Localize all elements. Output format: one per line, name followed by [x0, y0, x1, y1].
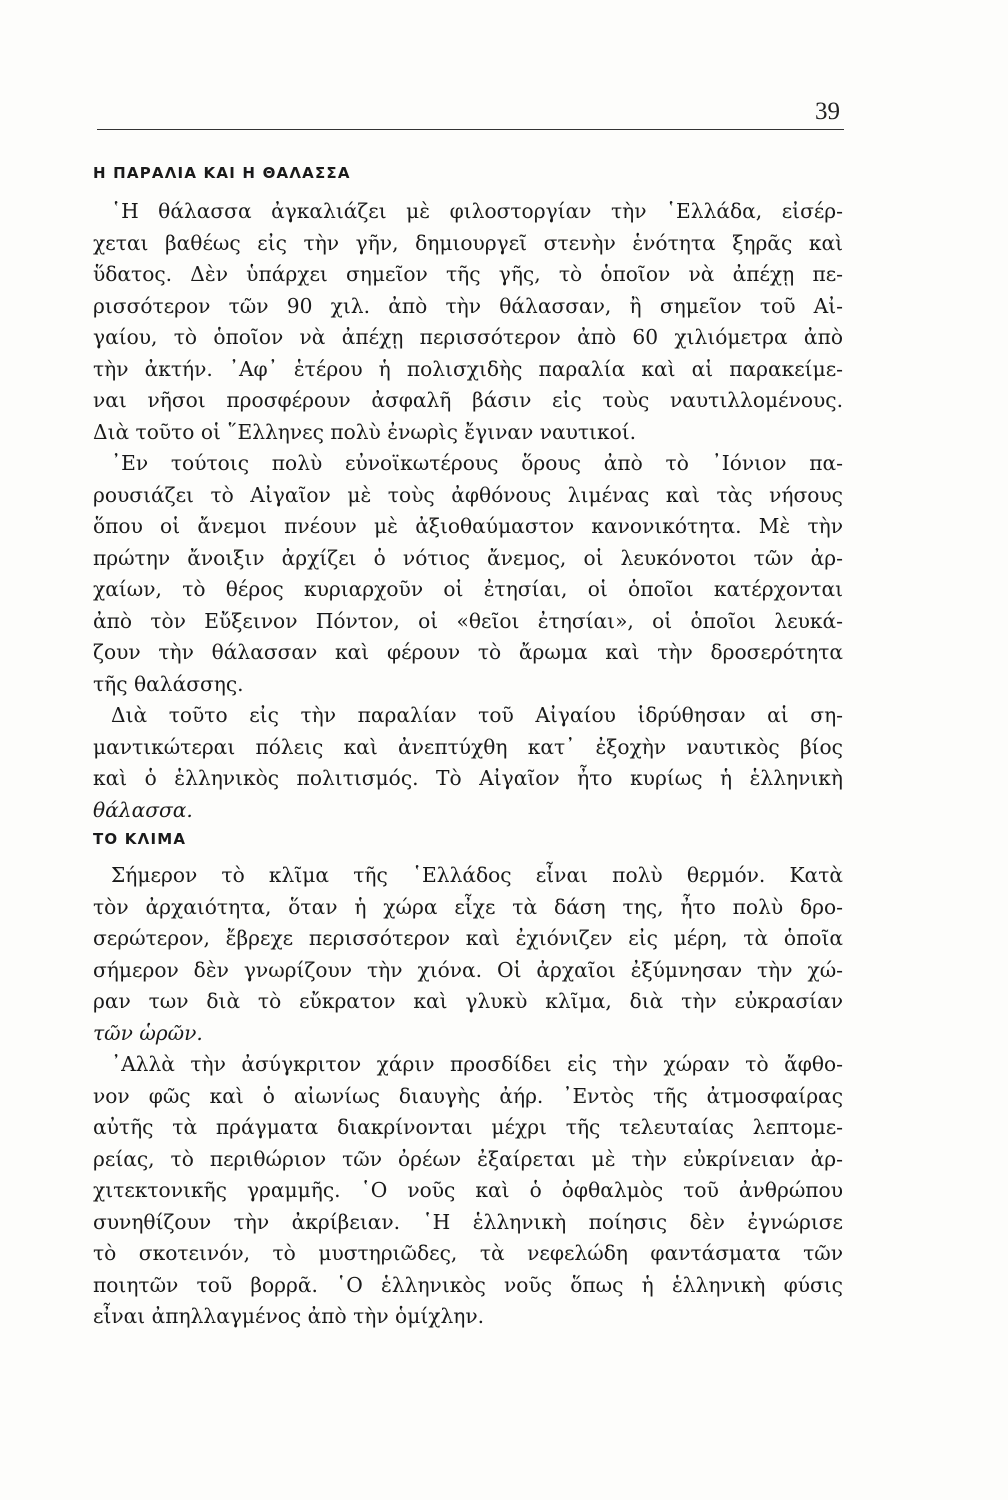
text-line: χαίων, τὸ θέρος κυριαρχοῦν οἱ ἐτησίαι, οἱ ὁποῖοι κατέρχονται: [93, 577, 843, 601]
text-line: τὸν ἀρχαιότητα, ὅταν ἡ χώρα εἶχε τὰ δάση της, ἦτο πολὺ δρο-: [93, 894, 843, 919]
text-line: χιτεκτονικῆς γραμμῆς. ῾Ο νοῦς καὶ ὁ ὀφθαλμὸς τοῦ ἀνθρώπου: [93, 1178, 843, 1202]
paragraph: [93, 196, 843, 448]
text-line: σερώτερον, ἔβρεχε περισσότερον καὶ ἐχιόνιζεν εἰς μέρη, τὰ ὁποῖα: [93, 926, 843, 950]
text-line: πρώτην ἄνοιξιν ἀρχίζει ὁ νότιος ἄνεμος, οἱ λευκόνοτοι τῶν ἀρ-: [93, 545, 843, 570]
text-line: ᾿Αλλὰ τὴν ἀσύγκριτον χάριν προσδίδει εἰς τὴν χώραν τὸ ἄφθο-: [111, 1052, 843, 1076]
text-line: τῆς θαλάσσης.: [93, 671, 244, 696]
text-line: γαίου, τὸ ὁποῖον νὰ ἀπέχῃ περισσότερον ἀπὸ 60 χιλιόμετρα ἀπὸ: [93, 325, 843, 349]
text-line: ὕδατος. Δὲν ὑπάρχει σημεῖον τῆς γῆς, τὸ ὁποῖον νὰ ἀπέχῃ πε-: [93, 262, 843, 286]
text-line: ποιητῶν τοῦ βορρᾶ. ῾Ο ἑλληνικὸς νοῦς ὅπως ἡ ἑλληνικὴ φύσις: [93, 1272, 843, 1297]
text-line: ναι νῆσοι προσφέρουν ἀσφαλῆ βάσιν εἰς τοὺς ναυτιλλομένους.: [93, 388, 843, 412]
section-heading-coast-and-sea: Η ΠΑΡΑΛΙΑ ΚΑΙ Η ΘΑΛΑΣΣΑ: [93, 164, 351, 182]
text-line: θάλασσα.: [93, 797, 193, 822]
paragraph: [93, 700, 843, 826]
text-line: ρισσότερον τῶν 90 χιλ. ἀπὸ τὴν θάλασσαν, ἢ σημεῖον τοῦ Αἰ-: [93, 293, 843, 318]
text-line: ἀπὸ τὸν Εὔξεινον Πόντον, οἱ «θεῖοι ἐτησίαι», οἱ ὁποῖοι λευκά-: [93, 608, 843, 633]
text-line: Διὰ τοῦτο εἰς τὴν παραλίαν τοῦ Αἰγαίου ἱδρύθησαν αἱ ση-: [111, 703, 843, 727]
section-heading-climate: ΤΟ ΚΛΙΜΑ: [93, 830, 187, 848]
text-line: εἶναι ἀπηλλαγμένος ἀπὸ τὴν ὁμίχλην.: [93, 1304, 485, 1328]
text-line: Διὰ τοῦτο οἱ ῞Ελληνες πολὺ ἐνωρὶς ἔγιναν ναυτικοί.: [93, 419, 637, 444]
text-line: ραν των διὰ τὸ εὔκρατον καὶ γλυκὺ κλῖμα, διὰ τὴν εὐκρασίαν: [93, 989, 843, 1013]
paragraph: [93, 1049, 843, 1333]
header-rule: [97, 129, 844, 130]
text-line: χεται βαθέως εἰς τὴν γῆν, δημιουργεῖ στενὴν ἑνότητα ξηρᾶς καὶ: [93, 230, 843, 255]
page-content: [93, 160, 843, 1333]
page-number: 39: [815, 98, 840, 125]
paragraph: [93, 860, 843, 1049]
text-line: συνηθίζουν τὴν ἀκρίβειαν. ῾Η ἑλληνικὴ ποίησις δὲν ἐγνώρισε: [93, 1209, 843, 1234]
text-line: τὸ σκοτεινόν, τὸ μυστηριῶδες, τὰ νεφελώδη φαντάσματα τῶν: [93, 1241, 843, 1265]
text-line: τὴν ἀκτήν. ᾿Αφ᾿ ἑτέρου ἡ πολισχιδὴς παραλία καὶ αἱ παρακείμε-: [93, 356, 843, 381]
text-line: καὶ ὁ ἑλληνικὸς πολιτισμός. Τὸ Αἰγαῖον ἦτο κυρίως ἡ ἑλληνικὴ: [93, 766, 843, 790]
text-line: ὅπου οἱ ἄνεμοι πνέουν μὲ ἀξιοθαύμαστον κανονικότητα. Μὲ τὴν: [93, 514, 843, 538]
text-line: σήμερον δὲν γνωρίζουν τὴν χιόνα. Οἱ ἀρχαῖοι ἐξύμνησαν τὴν χώ-: [93, 957, 843, 982]
text-line: νον φῶς καὶ ὁ αἰωνίως διαυγὴς ἀήρ. ᾿Εντὸς τῆς ἀτμοσφαίρας: [93, 1083, 843, 1108]
text-line: μαντικώτεραι πόλεις καὶ ἀνεπτύχθη κατ᾿ ἐξοχὴν ναυτικὸς βίος: [93, 734, 843, 759]
text-line: Σήμερον τὸ κλῖμα τῆς ῾Ελλάδος εἶναι πολὺ θερμόν. Κατὰ: [111, 863, 843, 887]
text-line: ζουν τὴν θάλασσαν καὶ φέρουν τὸ ἄρωμα καὶ τὴν δροσερότητα: [93, 640, 843, 664]
text-line: ᾿Εν τούτοις πολὺ εὐνοϊκωτέρους ὅρους ἀπὸ τὸ ᾿Ιόνιον πα-: [111, 451, 843, 475]
text-line: τῶν ὡρῶν.: [93, 1020, 203, 1045]
paragraph: [93, 448, 843, 700]
text-line: ρουσιάζει τὸ Αἰγαῖον μὲ τοὺς ἀφθόνους λιμένας καὶ τὰς νήσους: [93, 482, 843, 507]
text-line: ῾Η θάλασσα ἀγκαλιάζει μὲ φιλοστοργίαν τὴν ῾Ελλάδα, εἰσέρ-: [111, 199, 843, 223]
text-line: αὐτῆς τὰ πράγματα διακρίνονται μέχρι τῆς τελευταίας λεπτομε-: [93, 1115, 843, 1139]
text-line: ρείας, τὸ περιθώριον τῶν ὀρέων ἐξαίρεται μὲ τὴν εὐκρίνειαν ἀρ-: [93, 1146, 843, 1171]
